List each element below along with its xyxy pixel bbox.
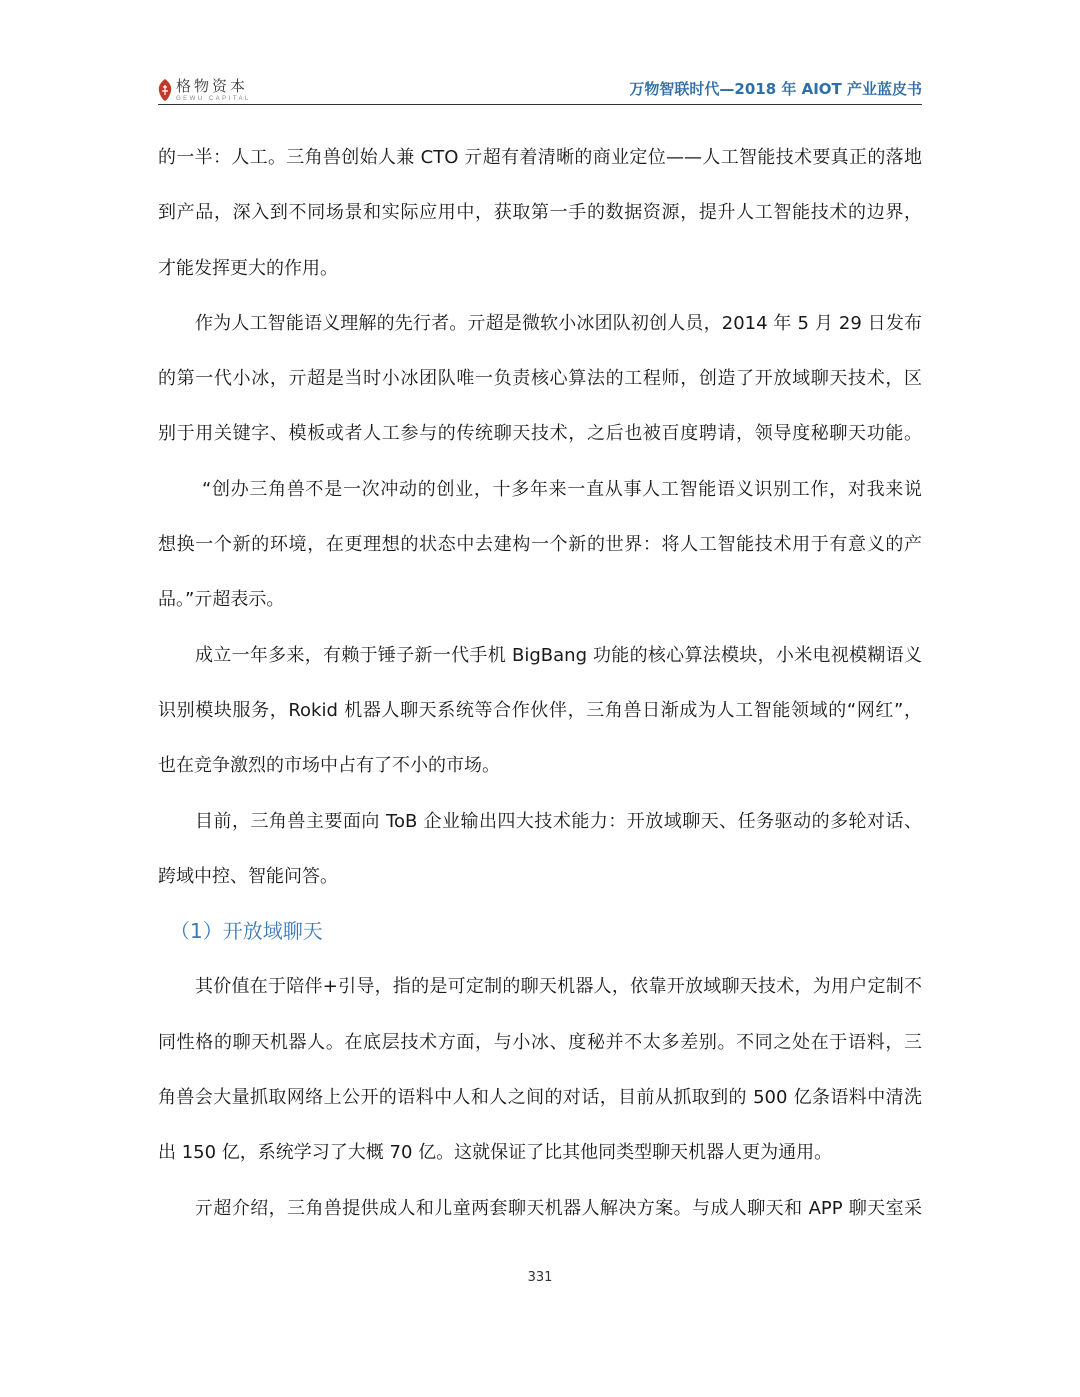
section-heading: （1）开放域聊天 — [170, 919, 323, 944]
logo-seal-icon — [158, 79, 172, 101]
page-header — [158, 72, 922, 106]
text-line: 品。”亓超表示。 — [158, 589, 285, 611]
logo-chinese-text: 格物资本 — [176, 76, 249, 95]
paragraph-6 — [158, 959, 922, 1180]
header-divider — [158, 104, 922, 105]
paragraph-2 — [158, 296, 922, 462]
running-header-title: 万物智联时代—2018 年 AIOT 产业蓝皮书 — [629, 80, 922, 98]
text-line: 识别模块服务，Rokid 机器人聊天系统等合作伙伴，三角兽日渐成为人工智能领域的“网红”， — [158, 699, 922, 721]
paragraph-5 — [158, 794, 922, 905]
paragraph-3 — [158, 462, 922, 628]
text-line: 角兽会大量抓取网络上公开的语料中人和人之间的对话，目前从抓取到的 500 亿条语料中清洗 — [158, 1087, 922, 1109]
paragraph-7 — [158, 1181, 922, 1236]
logo-english-text: GEWU CAPITAL — [176, 95, 251, 102]
paragraph-1 — [158, 130, 922, 296]
text-line: 才能发挥更大的作用。 — [158, 257, 338, 279]
text-line: 出 150 亿，系统学习了大概 70 亿。这就保证了比其他同类型聊天机器人更为通用。 — [158, 1142, 833, 1164]
text-line: 成立一年多来，有赖于锤子新一代手机 BigBang 功能的核心算法模块，小米电视模糊语义 — [195, 644, 922, 666]
paragraph-4 — [158, 628, 922, 794]
page-body — [158, 130, 922, 1236]
text-line: 目前，三角兽主要面向 ToB 企业输出四大技术能力：开放域聊天、任务驱动的多轮对话、 — [195, 810, 922, 832]
page-number: 331 — [527, 1270, 553, 1285]
text-line: 作为人工智能语义理解的先行者。亓超是微软小冰团队初创人员，2014 年 5 月 29 日发布 — [195, 312, 922, 334]
text-line: 别于用关键字、模板或者人工参与的传统聊天技术，之后也被百度聘请，领导度秘聊天功能。 — [158, 423, 922, 445]
text-line: 到产品，深入到不同场景和实际应用中，获取第一手的数据资源，提升人工智能技术的边界， — [158, 202, 922, 224]
company-logo — [158, 76, 251, 104]
text-line: 的一半：人工。三角兽创始人兼 CTO 亓超有着清晰的商业定位——人工智能技术要真正的落地 — [158, 147, 922, 168]
text-line: 也在竞争激烈的市场中占有了不小的市场。 — [158, 755, 500, 777]
text-line: “创办三角兽不是一次冲动的创业，十多年来一直从事人工智能语义识别工作，对我来说 — [202, 478, 922, 500]
text-line: 想换一个新的环境，在更理想的状态中去建构一个新的世界：将人工智能技术用于有意义的产 — [158, 534, 922, 556]
text-line: 的第一代小冰，亓超是当时小冰团队唯一负责核心算法的工程师，创造了开放域聊天技术，区 — [158, 368, 922, 390]
text-line: 跨域中控、智能问答。 — [158, 865, 338, 887]
text-line: 其价值在于陪伴+引导，指的是可定制的聊天机器人，依靠开放域聊天技术，为用户定制不 — [195, 976, 922, 998]
text-line: 亓超介绍，三角兽提供成人和儿童两套聊天机器人解决方案。与成人聊天和 APP 聊天室采 — [195, 1197, 922, 1219]
text-line: 同性格的聊天机器人。在底层技术方面，与小冰、度秘并不太多差别。不同之处在于语料，三 — [158, 1031, 922, 1053]
